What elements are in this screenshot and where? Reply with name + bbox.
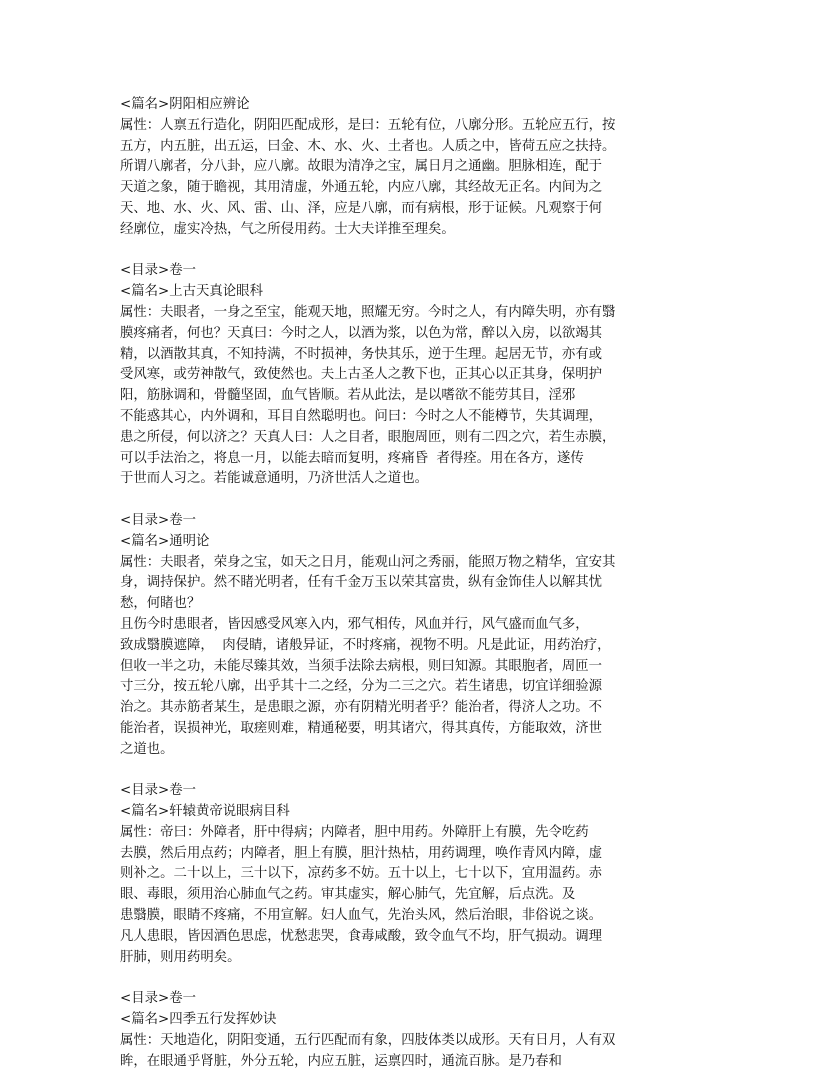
text-line: 精，以酒散其真，不知持满，不时损神，务快其乐，逆于生理。起居无节，亦有或 [120,346,603,362]
text-line: <篇名>上古天真论眼科 [120,284,263,300]
text-line: 寸三分，按五轮八廓，出乎其十二之经，分为二三之穴。若生诸患，切宜详细验源 [120,679,603,695]
text-line: 属性：帝曰：外障者，肝中得病；内障者，胆中用药。外障肝上有膜，先令吃药 [120,824,589,840]
section-gap [120,490,700,511]
text-line: 不能惑其心，内外调和，耳目自然聪明也。问曰：今时之人不能樽节，失其调理， [120,408,603,424]
text-line: 之道也。 [120,741,174,757]
text-section [120,261,700,490]
text-line: <篇名>通明论 [120,533,210,549]
text-line: <篇名>四季五行发挥妙诀 [120,1012,277,1028]
text-line: 所谓八廓者，分八卦，应八廓。故眼为清净之宝，属日月之通幽。胆脉相连，配于 [120,159,603,175]
text-section [120,781,700,968]
text-line: 去膜，然后用点药；内障者，胆上有膜，胆汁热枯，用药调理，唤作青风内障，虚 [120,845,603,861]
text-line: 眼、毒眼，须用治心肺血气之药。审其虚实，解心肺气，先宜解，后点洗。及 [120,887,576,903]
text-line: 可以手法治之，将息一月，以能去暗而复明，疼痛昏 者得痊。用在各方，遂传 [120,450,584,466]
text-line: 能治者，误损神光，取瘥则难，精通秘要，明其诸穴，得其真传，方能取效，济世 [120,720,603,736]
text-line: 属性：夫眼者，一身之至宝，能观天地，照耀无穷。今时之人，有内障失明，亦有翳 [120,304,616,320]
text-line: 属性：夫眼者，荣身之宝，如天之日月，能观山河之秀丽，能照万物之精华，宜安其 [120,554,616,570]
text-line: 受风寒，或劳神散气，致使然也。夫上古圣人之教下也，正其心以正其身，保明护 [120,367,603,383]
section-gap [120,761,700,782]
text-line: 肝肺，则用药明矣。 [120,949,241,965]
text-line: 但收一半之功，未能尽臻其效，当须手法除去病根，则曰知源。其眼胞者，周匝一 [120,658,603,674]
text-line: 膜疼痛者，何也？天真曰：今时之人，以酒为浆，以色为常，醉以入房，以欲竭其 [120,325,603,341]
text-line: 患翳膜，眼睛不疼痛，不用宣解。妇人血气，先治头风，然后治眼，非俗说之谈。 [120,908,603,924]
text-line: 于世而人习之。若能诚意通明，乃济世活人之道也。 [120,471,428,487]
text-line: 患之所侵，何以济之？天真人曰：人之目者，眼胞周匝，则有二四之穴，若生赤膜， [120,429,616,445]
text-line: 经廓位，虚实冷热，气之所侵用药。士大夫详推至理矣。 [120,221,455,237]
section-heading: <目录>卷一 [120,512,197,528]
text-line: 阳，筋脉调和，骨髓坚固，血气皆顺。若从此法，是以嗜欲不能劳其目，淫邪 [120,388,576,404]
text-section [120,511,700,761]
text-line: 属性：人禀五行造化，阴阳匹配成形，是曰：五轮有位，八廓分形。五轮应五行，按 [120,117,616,133]
document-body [120,95,700,1072]
text-line: 致成翳膜遮障， 肉侵睛，诸般异证，不时疼痛，视物不明。凡是此证，用药治疗， [120,637,611,653]
text-line: 属性：天地造化，阴阳变通，五行匹配而有象，四肢体类以成形。天有日月，人有双 [120,1032,616,1048]
section-heading: <目录>卷一 [120,991,197,1007]
text-line: 凡人患眼，皆因酒色思虑，忧愁悲哭，食毒咸酸，致令血气不均，肝气损动。调理 [120,928,603,944]
text-line: <篇名>轩辕黄帝说眼病目科 [120,804,290,820]
text-line: 五方，内五脏，出五运，曰金、木、水、火、土者也。人质之中，皆荷五应之扶持。 [120,138,616,154]
text-line: 则补之。二十以上，三十以下，凉药多不妨。五十以上，七十以下，宜用温药。赤 [120,866,603,882]
text-section [120,989,700,1072]
section-heading: <目录>卷一 [120,263,197,279]
section-heading: <目录>卷一 [120,783,197,799]
text-line: 身，调持保护。然不睹光明者，任有千金万玉以荣其富贵，纵有金饰佳人以解其忧 [120,575,603,591]
text-line: 天道之象，随于瞻视，其用清虚，外通五轮，内应八廓，其经故无正名。内间为之 [120,180,603,196]
section-gap [120,968,700,989]
text-line: 且伤今时患眼者，皆因感受风寒入内，邪气相传，风血并行，风气盛而血气多， [120,616,589,632]
text-section [120,95,700,241]
section-heading: <篇名>阴阳相应辨论 [120,97,250,112]
text-line: 愁，何睹也？ [120,596,201,612]
section-gap [120,241,700,262]
text-line: 眸，在眼通乎肾脏，外分五轮，内应五脏，运禀四时，通流百脉。是乃春和 [120,1053,562,1069]
text-line: 天、地、水、火、风、雷、山、泽，应是八廓，而有病根，形于证候。凡观察于何 [120,200,603,216]
text-line: 治之。其赤筋者某生，是患眼之源，亦有阴精光明者乎？能治者，得济人之功。不 [120,700,603,716]
